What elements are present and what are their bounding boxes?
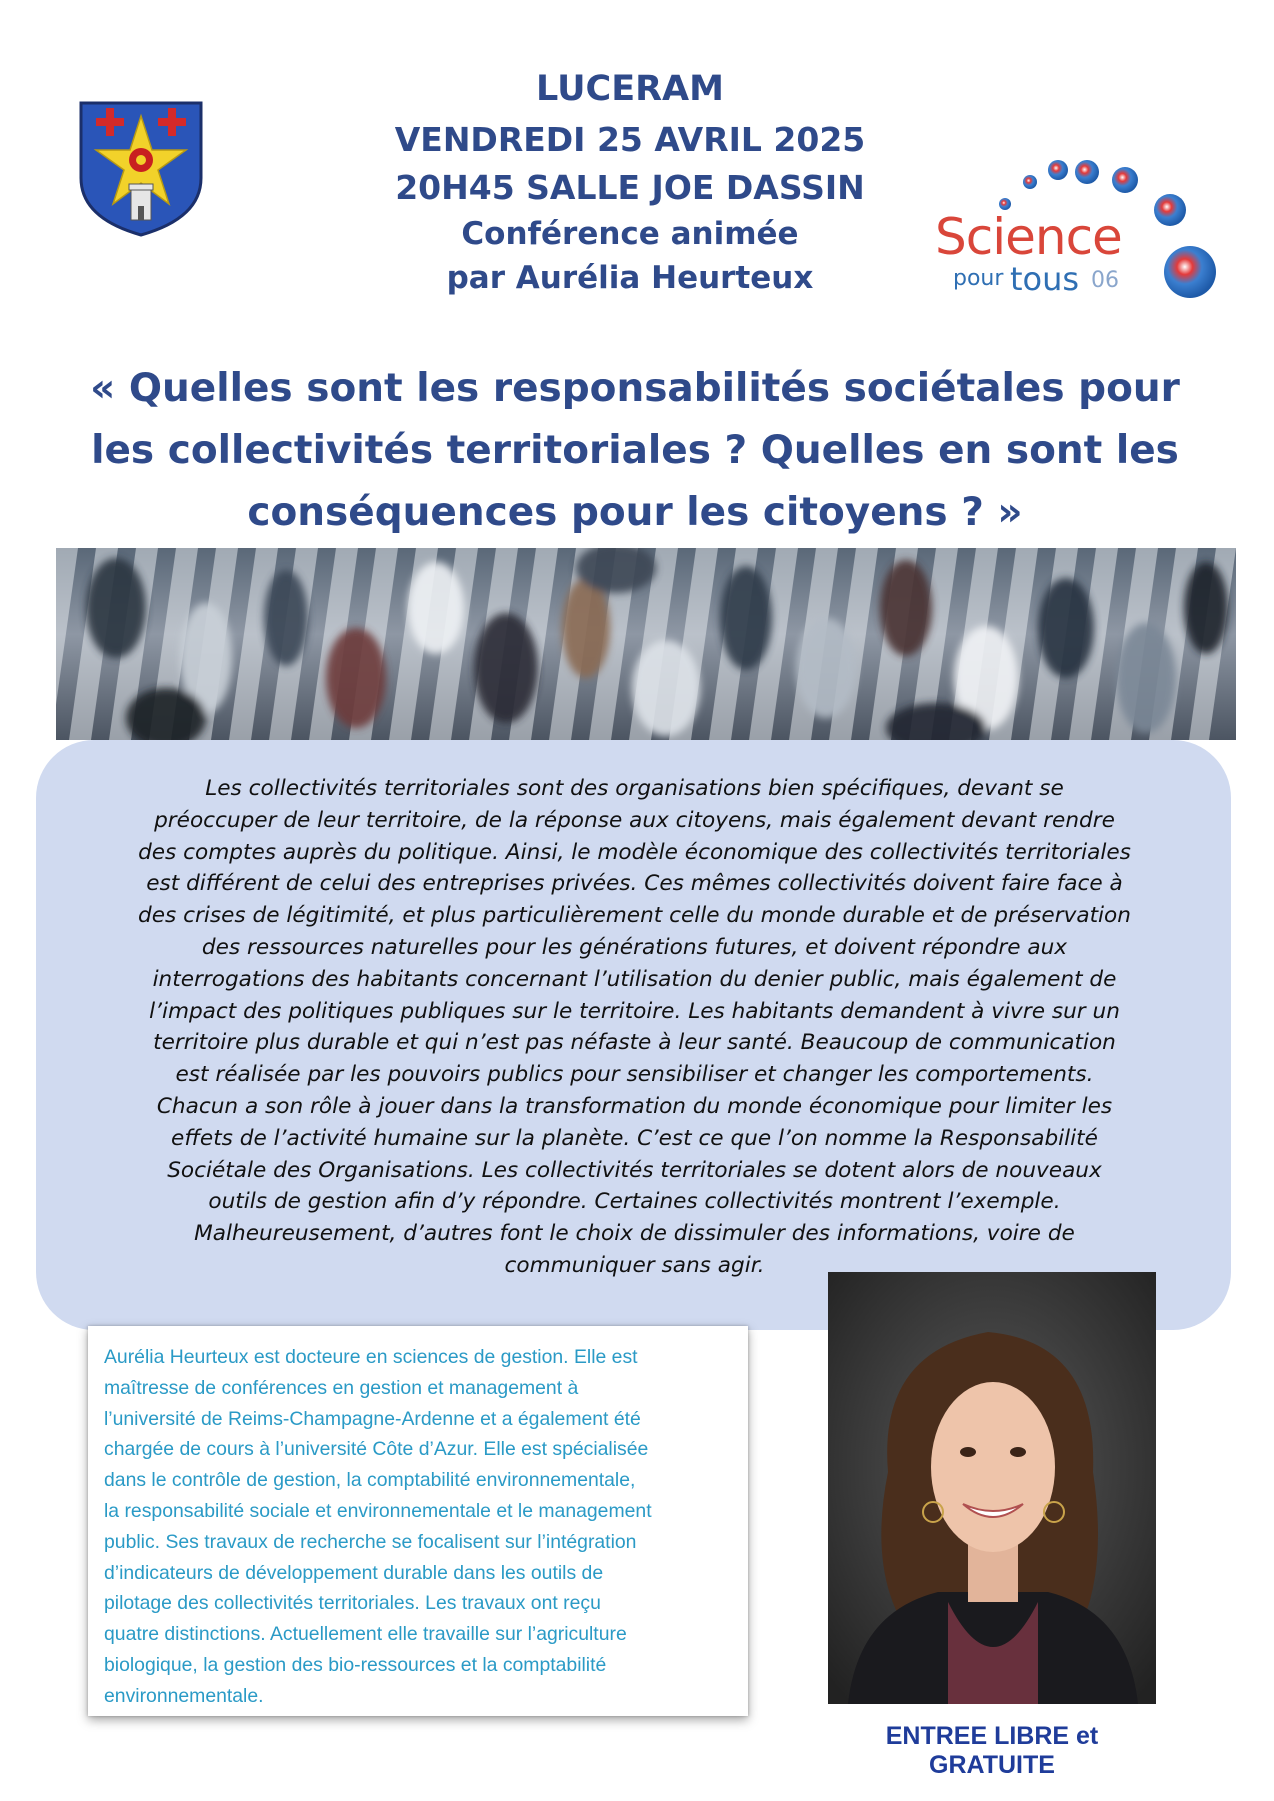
event-header: [320, 62, 940, 300]
bio-line: la responsabilité sociale et environnementale et le management: [104, 1499, 652, 1522]
bio-line: d’indicateurs de développement durable dans les outils de: [104, 1561, 604, 1584]
bio-line: environnementale.: [104, 1684, 264, 1707]
abstract-line: Chacun a son rôle à jouer dans la transformation du monde économique pour limiter les: [156, 1093, 1113, 1119]
logo-pour: pour: [953, 266, 1004, 291]
bio-line: Aurélia Heurteux est docteure en sciences de gestion. Elle est: [104, 1346, 638, 1368]
bio-line: public. Ses travaux de recherche se focalisent sur l’intégration: [104, 1530, 637, 1553]
abstract-line: Malheureusement, d’autres font le choix de dissimuler des informations, voire de: [194, 1221, 1075, 1247]
abstract-line: territoire plus durable et qui n’est pas néfaste à leur santé. Beaucoup de communication: [153, 1030, 1116, 1056]
abstract-line: outils de gestion afin d’y répondre. Certaines collectivités montrent l’exemple.: [208, 1189, 1061, 1215]
bio-line: l’université de Reims-Champagne-Ardenne et a également été: [104, 1407, 641, 1430]
coat-of-arms-icon: [76, 98, 206, 238]
crowd-photo: [56, 548, 1236, 740]
event-location: LUCERAM: [536, 69, 724, 109]
event-date: VENDREDI 25 AVRIL 2025: [394, 120, 866, 159]
abstract-line: Les collectivités territoriales sont des organisations bien spécifiques, devant se: [205, 776, 1064, 801]
bio-line: chargée de cours à l’université Côte d’Azur. Elle est spécialisée: [104, 1438, 649, 1461]
abstract-line: des crises de légitimité, et plus particulièrement celle du monde durable et de préservation: [138, 903, 1131, 929]
abstract-text: [62, 773, 1207, 1282]
entry-info: ENTREE LIBRE et GRATUITE: [885, 1722, 1099, 1779]
abstract-line: des ressources naturelles pour les générations futures, et doivent répondre aux: [201, 934, 1068, 960]
bio-line: dans le contrôle de gestion, la comptabilité environnementale,: [104, 1469, 636, 1492]
bio-line: quatre distinctions. Actuellement elle travaille sur l’agriculture: [104, 1623, 627, 1646]
abstract-line: des comptes auprès du politique. Ainsi, le modèle économique des collectivités territoriales: [138, 839, 1131, 865]
abstract-line: communiquer sans agir.: [504, 1252, 765, 1278]
abstract-line: Sociétale des Organisations. Les collectivités territoriales se dotent alors de nouveaux: [167, 1157, 1102, 1183]
event-time-venue: 20H45 SALLE JOE DASSIN: [395, 168, 865, 207]
speaker-portrait: [828, 1272, 1156, 1704]
conference-title: [60, 358, 1210, 544]
title-line: les collectivités territoriales ? Quelles en sont les: [91, 428, 1179, 473]
title-line: « Quelles sont les responsabilités sociétales pour: [90, 366, 1180, 411]
science-pour-tous-logo: [925, 150, 1225, 310]
abstract-line: interrogations des habitants concernant l’utilisation du denier public, mais également de: [152, 966, 1117, 992]
abstract-line: est réalisée par les pouvoirs publics pour sensibiliser et changer les comportements.: [175, 1062, 1094, 1088]
logo-science: Science: [935, 208, 1122, 266]
event-speaker: par Aurélia Heurteux: [446, 260, 814, 296]
bio-line: pilotage des collectivités territoriales. Les travaux ont reçu: [104, 1592, 601, 1615]
abstract-line: est différent de celui des entreprises privées. Ces mêmes collectivités doivent faire face à: [146, 871, 1123, 897]
title-line: conséquences pour les citoyens ? »: [247, 490, 1023, 535]
bio-line: maîtresse de conférences en gestion et management à: [104, 1376, 579, 1399]
bio-text: [104, 1342, 744, 1712]
bio-line: biologique, la gestion des bio-ressources et la comptabilité: [104, 1653, 607, 1676]
abstract-line: l’impact des politiques publiques sur le territoire. Les habitants demandent à vivre sur un: [149, 998, 1120, 1024]
logo-tous: tous: [1010, 260, 1080, 298]
abstract-line: préoccuper de leur territoire, de la réponse aux citoyens, mais également devant rendre: [154, 807, 1115, 833]
logo-number: 06: [1091, 268, 1119, 293]
abstract-line: effets de l’activité humaine sur la planète. C’est ce que l’on nomme la Responsabilité: [171, 1125, 1098, 1151]
event-type: Conférence animée: [461, 216, 799, 252]
